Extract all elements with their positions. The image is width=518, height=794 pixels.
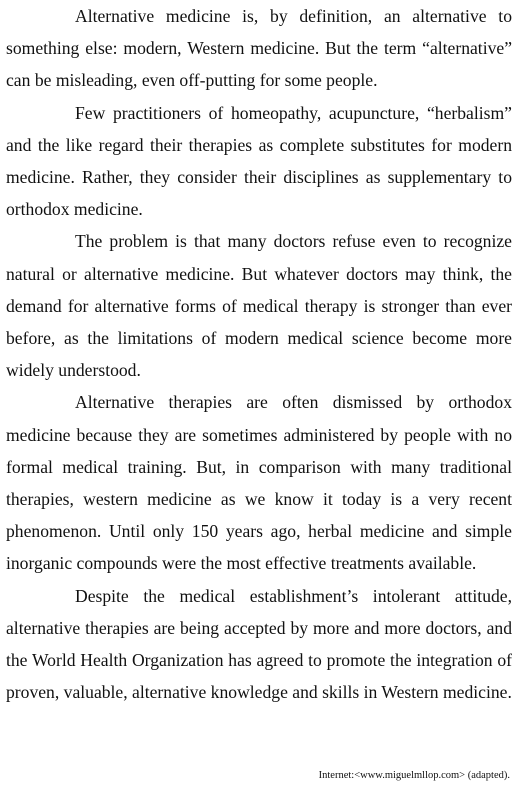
paragraph-1: Alternative medicine is, by definition, an alternative to something else: modern, Western medicine. But the term “alternative” can be misleading, even off-putting for some people. — [6, 6, 512, 91]
paragraph-5: Despite the medical establishment’s intolerant attitude, alternative therapies are being accepted by more and more doctors, and the World Health Organization has agreed to promote the integration of proven, valuable, alternative knowledge and skills in Western medicine. — [6, 585, 512, 703]
paragraph-4: Alternative therapies are often dismissed by orthodox medicine because they are sometimes administered by people with no formal medical training. But, in comparison with many traditional therapies, western medicine as we know it today is a very recent phenomenon. Until only 150 years ago, herbal medicine and simple inorganic compounds were the most effective treatments available. — [6, 392, 512, 574]
source-citation: Internet:<www.miguelmllop.com> (adapted). — [318, 770, 510, 781]
paragraph-3: The problem is that many doctors refuse even to recognize natural or alternative medicine. But whatever doctors may think, the demand for alternative forms of medical therapy is stronger than ever before, as the limitations of modern medical science become more widely understood. — [6, 231, 512, 381]
article-body — [6, 0, 512, 708]
paragraph-2: Few practitioners of homeopathy, acupuncture, “herbalism” and the like regard their therapies as complete substitutes for modern medicine. Rather, they consider their disciplines as supplementary to orthodox medicine. — [6, 102, 512, 220]
